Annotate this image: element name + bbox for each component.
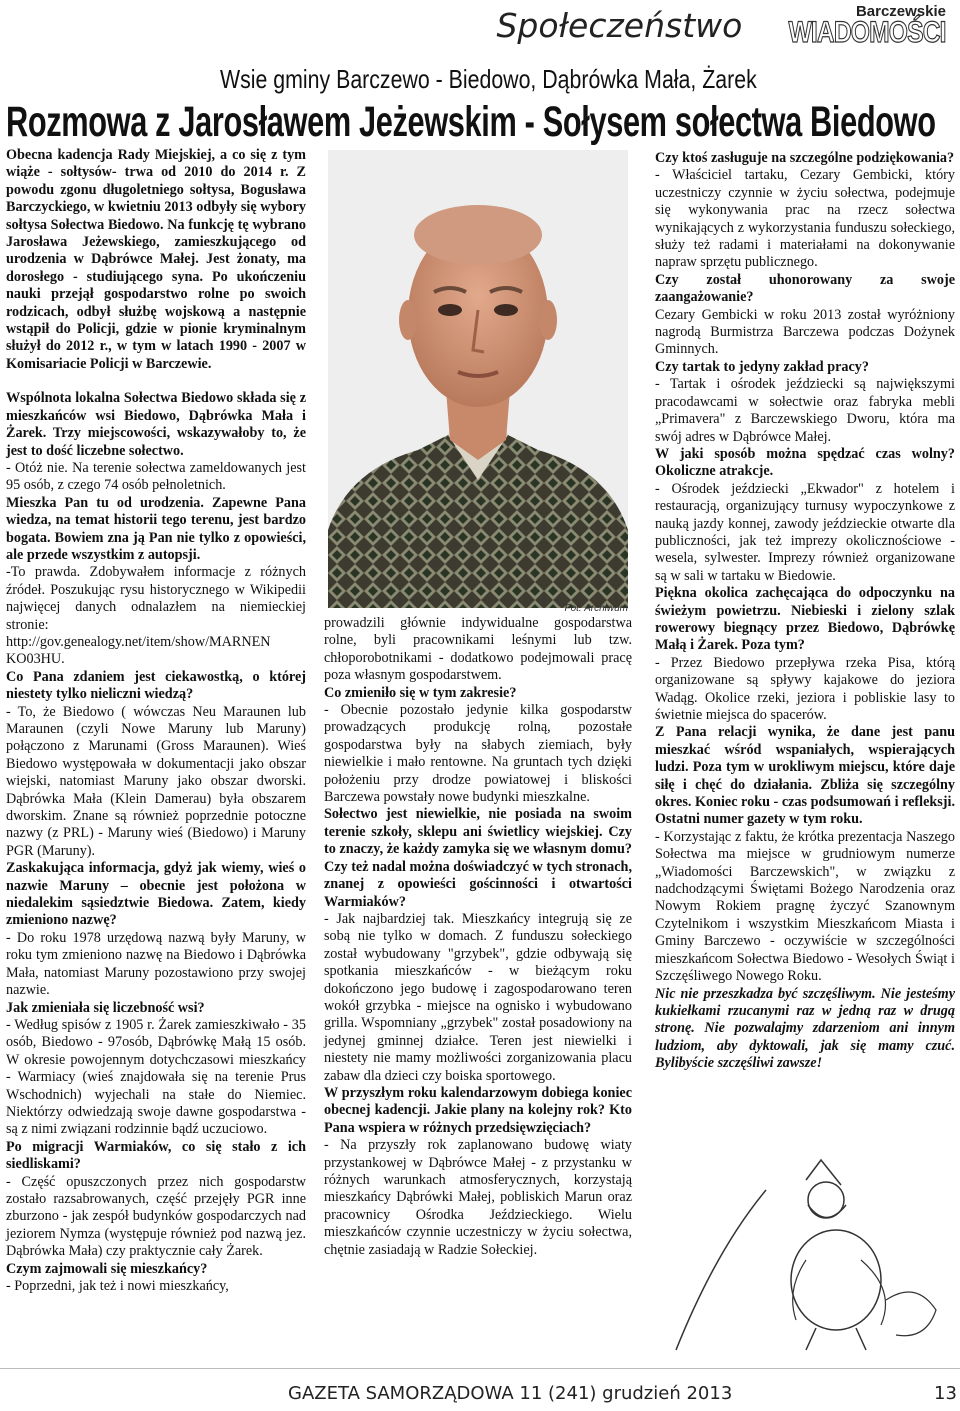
interview-answer: - Właściciel tartaku, Cezary Gembicki, który uczestniczy czynnie w życiu sołectwa, podejmuje się wykonywania prac na rzecz sołectwa wynikających z wykorzystania funduszu sołeckiego, służy też radami i materiałami na dokonywanie napraw sprzętu publicznego.: [655, 167, 955, 271]
interview-question: Czy został uhonorowany za swoje zaangażowanie?: [655, 271, 955, 306]
interview-question: Piękna okolica zachęcająca do odpoczynku na świeżym powietrzu. Niebieski i zielony szlak rowerowy biegnący przez Biedowo, Dąbrówkę Małą i Żarek. Poza tym?: [655, 585, 955, 654]
interview-question: Czym zajmowali się mieszkańcy?: [6, 1260, 208, 1277]
santa-sketch-icon: [656, 1150, 956, 1360]
interview-question: Jak zmieniała się liczebność wsi?: [6, 999, 205, 1016]
interview-question: W jaki sposób można spędzać czas wolny? Okoliczne atrakcje.: [655, 445, 955, 480]
interview-answer: - To, że Biedowo ( wówczas Neu Maraunen lub Maraunen (czyli Nowe Maruny lub Maruny) połączono z Marunami (Gross Maraunen). Wieś Biedowo występowała w dokumentacji jako obszar wiejski, natomiast Maruny jako obszar dworski. Dąbrówka Mała (Klein Damerau) była obszarem dworskim. Znane są również poprzednie potoczne nazwy (z PRL) - Maruny wieś (Biedowo) i Maruny PGR (Maruny).: [6, 703, 306, 859]
interview-question: Wspólnota lokalna Sołectwa Biedowo składa się z mieszkańców wsi Biedowo, Dąbrówka Mała i Żarek. Trzy miejscowości, wskazywałoby to, że jest to dość liczebne sołectwo.: [6, 390, 306, 459]
interview-question: Czy tartak to jedyny zakład pracy?: [655, 358, 869, 375]
interview-question: Mieszka Pan tu od urodzenia. Zapewne Pana wiedza, na temat historii tego terenu, jest bardzo bogata. Bowiem zna ją Pan nie tylko z opowieści, ale przede wszystkim z autopsji.: [6, 494, 306, 563]
portrait-illustration: [328, 150, 628, 608]
brand-logo: [754, 4, 946, 47]
interview-answer: - Otóż nie. Na terenie sołectwa zameldowanych jest 95 osób, z czego 74 osób pełnoletnich.: [6, 459, 306, 494]
article-title: Rozmowa z Jarosławem Jeżewskim - Sołysem sołectwa Biedowo: [6, 98, 936, 146]
interview-answer: - Jak najbardziej tak. Mieszkańcy integrują się ze sobą nie tylko w domach. Z funduszu sołeckiego został wybudowany "grzybek", gdzie odbywają się spotkania mieszkańców - w bieżącym roku dokończono jego budowę i zagospodarowano teren wokół grzybka - miejsce na ognisko i wybudowano grilla. Wspomniany „grzybek" został posadowiony na jedynej gminnej działce. Teren jest niewielki i niestety nie mamy możliwości zorganizowania placu zabaw dla dzieci czy boiska sportowego.: [324, 910, 632, 1084]
interview-question: Z Pana relacji wynika, że dane jest panu mieszkać wśród wspaniałych, wspierających ludzi. Poza tym w urokliwym miejscu, które daje siłę i chęć do działania. Zbliża się szczególny okres. Koniec roku - czas podsumowań i refleksji. Ostatni numer gazety w tym roku.: [655, 724, 955, 828]
interview-answer: prowadzili głównie indywidualne gospodarstwa rolne, byli pracownikami leśnymi lub tzw. chłoporobotnikami - dodatkowo podejmowali pracę poza własnym gospodarstwem.: [324, 615, 632, 684]
interview-question: Sołectwo jest niewielkie, nie posiada na swoim terenie szkoły, sklepu ani świetlicy wiejskiej. Czy to znaczy, że każdy zamyka się we własnym domu? Czy też nadal można doświadczyć w tych stronach, znanej z opowieści gościnności i otwartości Warmiaków?: [324, 806, 632, 910]
photo-credit: Fot. Archiwum: [564, 603, 628, 614]
footer-divider: [0, 1368, 960, 1369]
interview-question: Po migracji Warmiaków, co się stało z ich siedliskami?: [6, 1138, 306, 1173]
interview-answer: - Przez Biedowo przepływa rzeka Pisa, którą organizowane są spływy kajakowe do jeziora Wadąg. Okolice rzeki, jeziora i pobliskie lasy to świetnie miejsca do spacerów.: [655, 654, 955, 723]
article-lead: Obecna kadencja Rady Miejskiej, a co się z tym wiąże - sołtysów- trwa od 2010 do 2014 r. Z powodu zgonu długoletniego sołtysa, Bogusława Barczyckiego, w kwietniu 2013 odbyły się wybory sołtysa Sołectwa Biedowo. Na funkcję tę wybrano Jarosława Jeżewskiego, zamieszkującego od urodzenia w Dąbrówce Małej. Jest żonaty, ma dorosłego - studiującego syna. Po ukończeniu nauki przejął gospodarstwo rolne po swoich rodzicach, odbył służbę wojskową a następnie wstąpił do Policji, gdzie w pionie kryminalnym służył do 2012 r., w tym w latach 1990 - 2007 w Komisariacie Policji w Barczewie.: [6, 147, 306, 372]
column-2: [324, 615, 632, 1259]
column-3: [655, 150, 955, 1073]
interview-answer: - Korzystając z faktu, że krótka prezentacja Naszego Sołectwa ma miejsce w grudniowym numerze „Wiadomości Barczewskich", w związku z nadchodzącymi Świętami Bożego Narodzenia oraz Nowym Rokiem pragnę życzyć Szanownym Czytelnikom i wszystkim Mieszkańcom Miasta i Gminy Barczewo - oczywiście w szczególności mieszkańcom Sołectwa Biedowo - Wesołych Świąt i Szczęśliwego Nowego Roku.: [655, 828, 955, 985]
interview-question: Czy ktoś zasługuje na szczególne podziękowania?: [655, 150, 955, 166]
interview-answer: - Do roku 1978 urzędową nazwą były Maruny, w roku tym zmieniono nazwę na Biedowo i Dąbrówka Mała, natomiast Maruny pozostawiono przy swojej nazwie.: [6, 929, 306, 999]
footer-publication: GAZETA SAMORZĄDOWA 11 (241) grudzień 2013: [288, 1383, 733, 1404]
interview-answer: - Ośrodek jeździecki „Ekwador" z hotelem i restauracją, organizujący turnusy wypoczynkowe z nauką jazdy konnej, zawody jeździeckie otwarte dla publiczności, jak też imprezy okolicznościowe - wesela, sylwester. Imprezy również organizowane są w sali w tartaku w Biedowie.: [655, 480, 955, 584]
section-title: Społeczeństwo: [496, 6, 743, 45]
interview-answer: - Część opuszczonych przez nich gospodarstw zostało razsabrowanych, część przejęły PGR inne zburzono - jak zespół budynków gospodarczych nad jeziorem Nymza (występuje również pod nazwą jez. Dąbrówka Mała) czy praktycznie cały Żarek.: [6, 1173, 306, 1260]
paragraph-gap: [6, 373, 306, 390]
page-number: 13: [934, 1383, 957, 1404]
section-header: [496, 4, 946, 47]
interview-answer: - Tartak i ośrodek jeździecki są największymi pracodawcami w sołectwie oraz fabryka mebli „Primavera" z Barczewskiego Dworu, która ma swój adres w Dąbrówce Małej.: [655, 376, 955, 445]
interview-question: Co zmieniło się w tym zakresie?: [324, 684, 517, 701]
interview-answer: -To prawda. Zdobywałem informacje z różnych źródeł. Poszukując rysu historycznego w Wikipedii najwięcej danych odnalazłem na niemieckiej stronie: http://gov.genealogy.net/item/show/MARNEN KO03HU.: [6, 564, 306, 668]
interview-answer: Cezary Gembicki w roku 2013 został wyróżniony nagrodą Burmistrza Barczewa podczas Dożynek Gminnych.: [655, 306, 955, 358]
article-kicker: Wsie gminy Barczewo - Biedowo, Dąbrówka Mała, Żarek: [220, 64, 757, 94]
cartoon-illustration: [656, 1150, 956, 1360]
interview-answer: - Poprzedni, jak też i nowi mieszkańcy,: [6, 1278, 229, 1294]
column-1: [6, 147, 306, 1295]
interview-answer: - Obecnie pozostało jedynie kilka gospodarstw prowadzących produkcję rolną, pozostałe gospodarstwa były na słabych ziemiach, były niewielkie i mało rentowne. Na gruntach tych dzięki położeniu przy drodze powiatowej i bliskości Barczewa powstały nowe budynki mieszkalne.: [324, 702, 632, 806]
interview-question: Zaskakująca informacja, gdyż jak wiemy, wieś o nazwie Maruny – obecnie jest położona w niedalekim sąsiedztwie Biedowa. Zatem, kiedy zmieniono nazwę?: [6, 860, 306, 929]
interview-question: W przyszłym roku kalendarzowym dobiega koniec obecnej kadencji. Jakie plany na kolejny rok? Kto Pana wspiera w różnych przedsięwzięciach?: [324, 1084, 632, 1136]
closing-quote: Nic nie przeszkadza być szczęśliwym. Nie jesteśmy kukiełkami rzucanymi raz w jedną raz w drugą stronę. Nie pozwalajmy zdarzeniom ani innym ludziom, aby dyktowali, jak się mamy czuć. Bylibyście szczęśliwi zawsze!: [655, 985, 955, 1072]
portrait-photo: [328, 150, 628, 608]
interview-answer: - Na przyszły rok zaplanowano budowę wiaty przystankowej w Dąbrówce Małej - z przystanku w różnych warunkach atmosferycznych, korzystają mieszkańcy Dąbrówki Małej, pobliskich Marun oraz pracownicy Ośrodka Jeździeckiego. Wielu mieszkańców czynnie uczestniczy w życiu sołectwa, chętnie zasiadają w Radzie Sołeckiej.: [324, 1137, 632, 1258]
interview-answer: - Według spisów z 1905 r. Żarek zamieszkiwało - 35 osób, Biedowo - 97osób, Dąbrówkę Małą 15 osób. W okresie powojennym dotychczasowi mieszkańcy - Warmiacy (wieś znajdowała się na terenie Prus Wschodnich) wyjechali na stałe do Niemiec. Niektórzy odwiedzają swoje dawne gospodarstwa - są z nimi związani rodzinnie bądź uczuciowo.: [6, 1016, 306, 1138]
brand-small-text: Barczewskie: [855, 3, 946, 20]
interview-question: Co Pana zdaniem jest ciekawostką, o której niestety tylko nieliczni wiedzą?: [6, 668, 306, 703]
brand-big-text: WIADOMOŚCI: [788, 16, 946, 49]
